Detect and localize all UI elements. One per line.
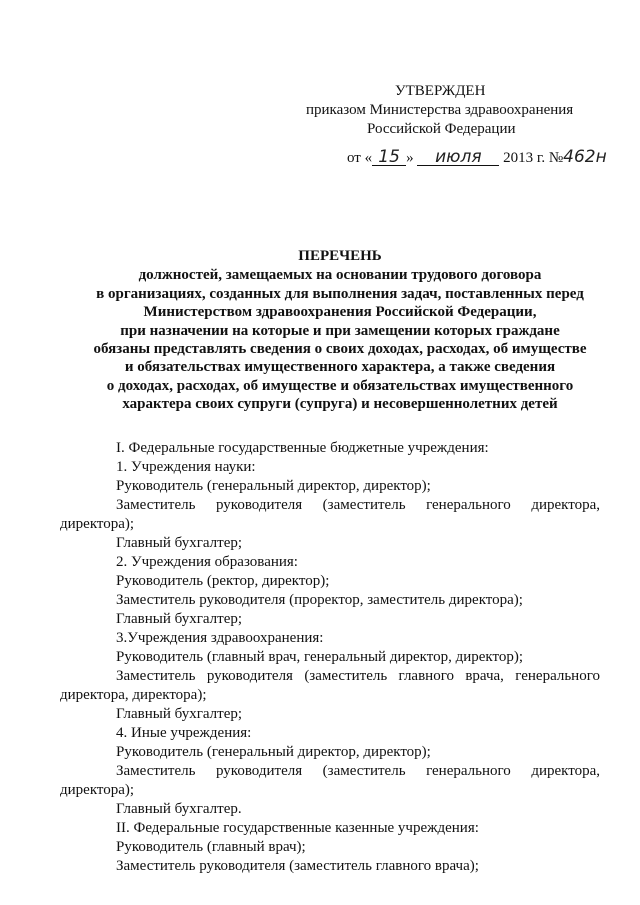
title-line: Министерством здравоохранения Российской Федерации, — [143, 304, 537, 321]
list-item: Руководитель (ректор, директор); — [116, 573, 330, 589]
approval-stamp — [300, 82, 600, 139]
approval-date-line — [347, 147, 607, 167]
subsection-heading: 2. Учреждения образования: — [116, 554, 298, 570]
subsection-heading: 1. Учреждения науки: — [116, 459, 256, 475]
date-prefix: от « — [347, 150, 373, 166]
document-title — [60, 247, 620, 414]
list-item: Руководитель (генеральный директор, директор); — [116, 478, 431, 494]
approval-title: УТВЕРЖДЕН — [395, 83, 486, 99]
title-line: и обязательствах имущественного характера, а также сведения — [124, 359, 556, 376]
date-mid: » — [406, 150, 414, 166]
title-line: о доходах, расходах, об имуществе и обязательствах имущественного — [106, 377, 574, 394]
title-line: обязаны представлять сведения о своих доходах, расходах, об имуществе — [93, 341, 587, 358]
list-item: Руководитель (главный врач, генеральный директор, директор); — [116, 649, 524, 665]
list-item: Заместитель руководителя (заместитель генерального директора, — [116, 497, 600, 513]
list-item: Главный бухгалтер; — [116, 535, 243, 551]
subsection-heading: 3.Учреждения здравоохранения: — [116, 630, 324, 646]
title-line: при назначении на которые и при замещении которых граждане — [120, 322, 560, 339]
positions-list — [60, 439, 600, 876]
list-item-continuation: директора); — [60, 516, 135, 532]
subsection-heading: 4. Иные учреждения: — [116, 725, 252, 741]
title-main: ПЕРЕЧЕНЬ — [298, 248, 382, 264]
title-line: характера своих супруги (супруга) и несовершеннолетних детей — [122, 396, 558, 413]
list-item: Руководитель (генеральный директор, директор); — [116, 744, 431, 760]
date-month: июля — [417, 150, 499, 166]
approval-order-line: приказом Министерства здравоохранения — [306, 102, 574, 118]
list-item-continuation: директора, директора); — [60, 687, 207, 703]
title-line: в организациях, созданных для выполнения задач, поставленных перед — [96, 285, 584, 302]
approval-ministry-line: Российской Федерации — [367, 121, 516, 137]
list-item: Заместитель руководителя (проректор, заместитель директора); — [116, 592, 523, 608]
list-item: Заместитель руководителя (заместитель главного врача); — [116, 858, 479, 874]
section-heading: I. Федеральные государственные бюджетные учреждения: — [116, 440, 489, 456]
list-item: Главный бухгалтер; — [116, 611, 243, 627]
date-day: 15 — [372, 150, 406, 166]
list-item: Заместитель руководителя (заместитель генерального директора, — [116, 763, 600, 779]
list-item: Главный бухгалтер; — [116, 706, 243, 722]
list-item: Заместитель руководителя (заместитель главного врача, генерального — [116, 668, 600, 684]
order-number: 462н — [563, 147, 607, 167]
date-year: 2013 г. № — [503, 150, 564, 166]
list-item: Руководитель (главный врач); — [116, 839, 306, 855]
title-line: должностей, замещаемых на основании трудового договора — [138, 267, 542, 284]
section-heading: II. Федеральные государственные казенные учреждения: — [116, 820, 479, 836]
list-item-continuation: директора); — [60, 782, 135, 798]
list-item: Главный бухгалтер. — [116, 801, 242, 817]
